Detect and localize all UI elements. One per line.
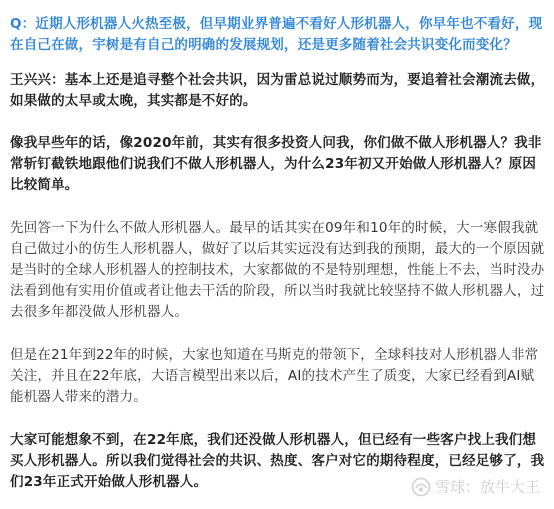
question-text: Q：近期人形机器人火热至极，但早期业界普遍不看好人形机器人，你早年也不看好，现在自己在做，宇树是有自己的明确的发展规划，还是更多随着社会共识变化而变化？ — [10, 16, 543, 53]
answer-paragraph-5: 大家可能想象不到，在22年底，我们还没做人形机器人，但已经有一些客户找上我们想买人形机器人。所以我们觉得社会的共识、热度、客户对它的期待程度，已经足够了，我们23年正式开始做人形机器人。 — [10, 432, 545, 490]
answer-paragraph-4: 但是在21年到22年的时候，大家也知道在马斯克的带领下，全球科技对人形机器人非常关注，并且在22年底，大语言模型出来以后，AI的技术产生了质变，大家已经看到AI赋能机器人带来的潜力。 — [10, 347, 539, 405]
article-body — [10, 14, 546, 493]
xueqiu-snowball-icon — [411, 477, 431, 497]
answer-paragraph-2: 像我早些年的话，像2020年前，其实有很多投资人问我，你们做不做人形机器人？我非常斩钉截铁地跟他们说我们不做人形机器人，为什么23年初又开始做人形机器人？原因比较简单。 — [10, 135, 542, 193]
watermark — [411, 476, 540, 497]
answer-paragraph-1: 王兴兴：基本上还是追寻整个社会共识，因为雷总说过顺势而为，要追着社会潮流去做，如果做的太早或太晚，其实都是不好的。 — [10, 72, 545, 109]
watermark-text: 雪球：放牛大王 — [434, 478, 540, 496]
answer-paragraph-3: 先回答一下为什么不做人形机器人。最早的话其实在09年和10年的时候，大一寒假我就自己做过小的仿生人形机器人，做好了以后其实远没有达到我的预期，最大的一个原因就是当时的全球人形机器人的控制技术，大家都做的不是特别理想，性能上不去，当时没办法看到他有实用价值或者让他去干活的阶段，所以当时我就比较坚持不做人形机器人，过去很多年都没做人形机器人。 — [10, 220, 545, 320]
